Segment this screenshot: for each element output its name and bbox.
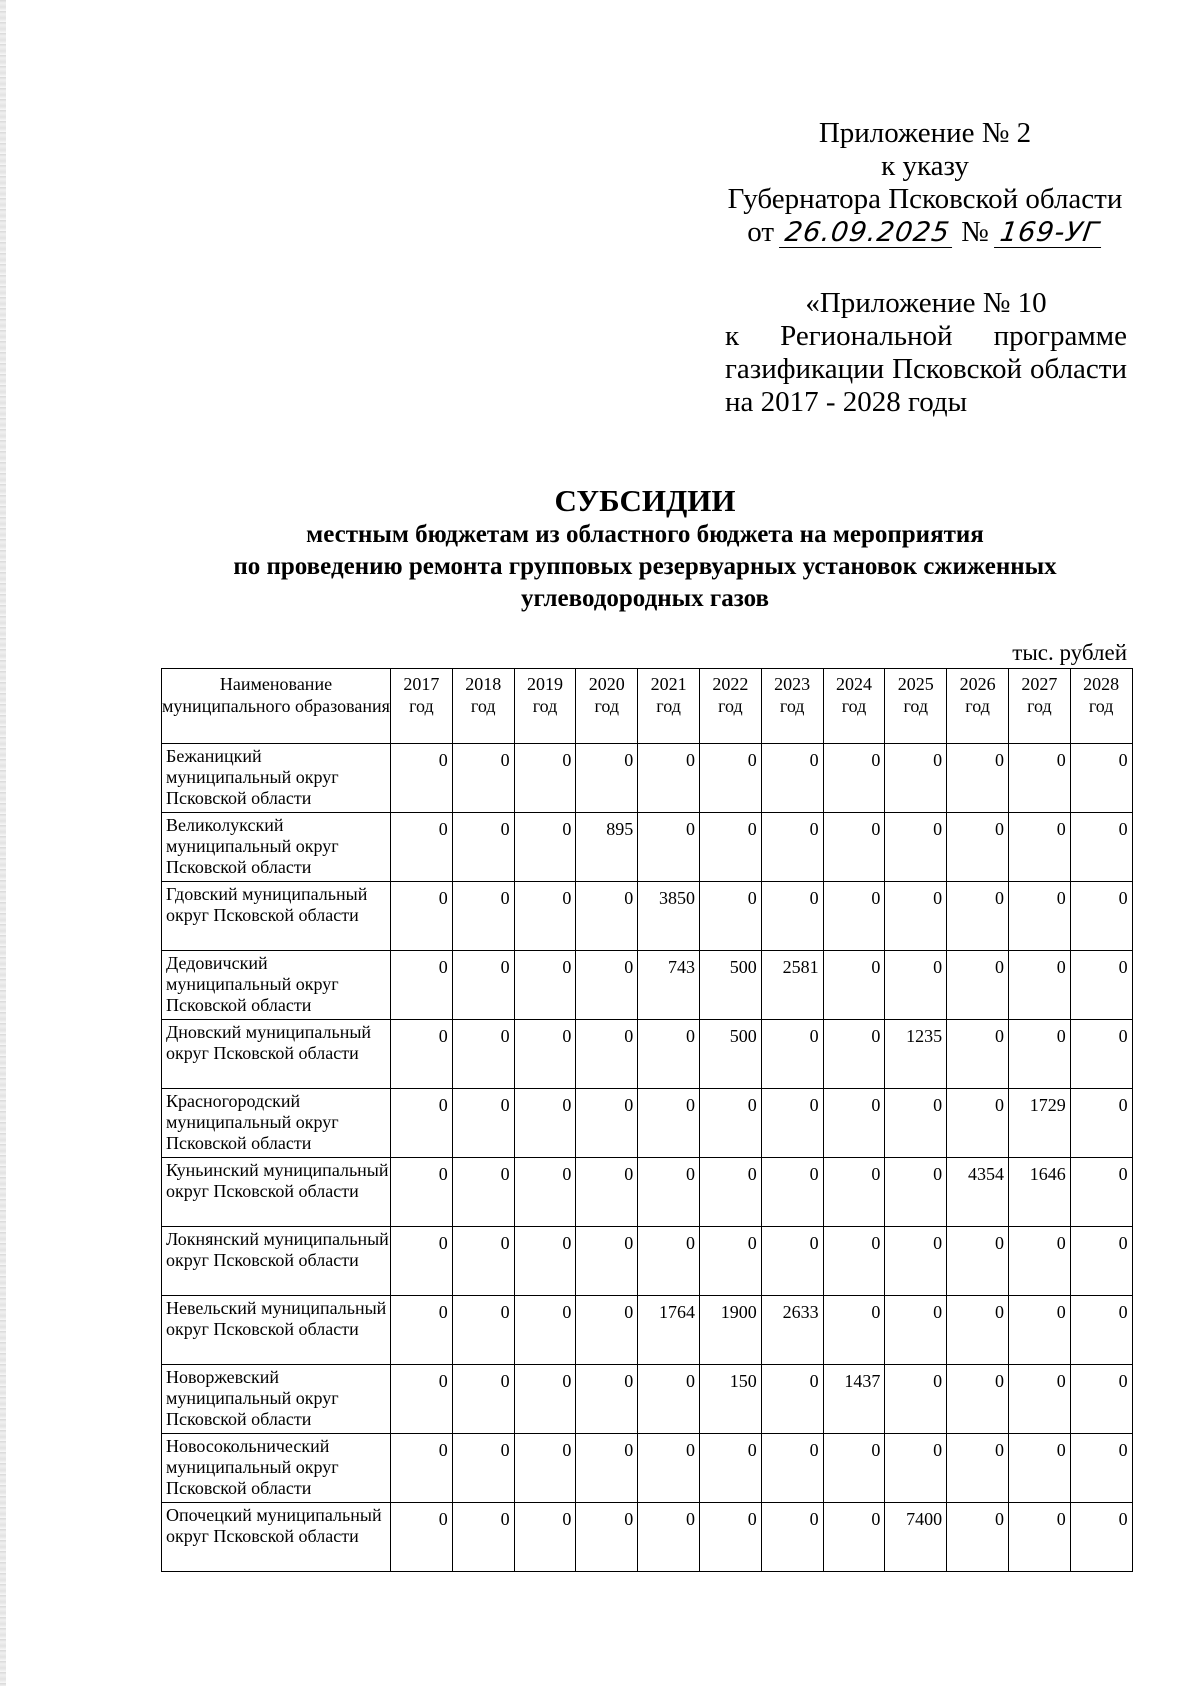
subsidy-value: 0 bbox=[947, 1503, 1009, 1572]
table-row bbox=[162, 1434, 1133, 1503]
subsidy-value: 4354 bbox=[947, 1158, 1009, 1227]
municipality-name: Куньинский муниципальный округ Псковской области bbox=[162, 1158, 391, 1227]
subsidy-value: 0 bbox=[452, 1020, 514, 1089]
subsidy-value: 0 bbox=[1070, 1158, 1132, 1227]
subsidy-value: 0 bbox=[947, 951, 1009, 1020]
handwritten-date: 26.09.2025 bbox=[779, 219, 956, 248]
subsidy-value: 0 bbox=[576, 1227, 638, 1296]
subsidy-value: 0 bbox=[947, 1365, 1009, 1434]
table-row bbox=[162, 882, 1133, 951]
subsidy-value: 0 bbox=[514, 1158, 576, 1227]
ref-line-4: на 2017 - 2028 годы bbox=[725, 386, 968, 418]
table-row bbox=[162, 1089, 1133, 1158]
subsidy-value: 0 bbox=[452, 1227, 514, 1296]
subsidy-value: 0 bbox=[885, 1296, 947, 1365]
municipality-name: Великолукский муниципальный округ Псковской области bbox=[162, 813, 391, 882]
municipality-name: Новоржевский муниципальный округ Псковской области bbox=[162, 1365, 391, 1434]
subsidy-value: 0 bbox=[576, 951, 638, 1020]
title-sub-3: углеводородных газов bbox=[520, 585, 770, 612]
municipality-name: Невельский муниципальный округ Псковской области bbox=[162, 1296, 391, 1365]
subsidy-value: 0 bbox=[391, 1227, 453, 1296]
subsidy-value: 7400 bbox=[885, 1503, 947, 1572]
appendix-header bbox=[725, 117, 1125, 249]
subsidy-value: 0 bbox=[761, 744, 823, 813]
decree-date-number bbox=[725, 216, 1125, 249]
table-row bbox=[162, 1020, 1133, 1089]
header-year: 2017 год bbox=[391, 669, 453, 744]
subsidy-value: 0 bbox=[576, 1158, 638, 1227]
header-year: 2025 год bbox=[885, 669, 947, 744]
ref-line-2-word: к bbox=[725, 320, 740, 352]
subsidy-value: 0 bbox=[514, 1020, 576, 1089]
subsidy-value: 0 bbox=[638, 813, 700, 882]
subsidy-value: 0 bbox=[452, 951, 514, 1020]
subsidy-value: 0 bbox=[1070, 1227, 1132, 1296]
subsidy-value: 0 bbox=[514, 1227, 576, 1296]
municipality-name: Опочецкий муниципальный округ Псковской области bbox=[162, 1503, 391, 1572]
subsidy-value: 0 bbox=[823, 1020, 885, 1089]
table-row bbox=[162, 1296, 1133, 1365]
ref-line-2-word: Региональной bbox=[780, 320, 953, 352]
table-row bbox=[162, 1158, 1133, 1227]
subsidy-value: 500 bbox=[699, 951, 761, 1020]
subsidy-value: 0 bbox=[947, 744, 1009, 813]
subsidy-value: 0 bbox=[699, 1158, 761, 1227]
subsidy-value: 0 bbox=[391, 1020, 453, 1089]
subsidy-value: 0 bbox=[391, 1434, 453, 1503]
municipality-name: Красногородский муниципальный округ Псковской области bbox=[162, 1089, 391, 1158]
subsidy-value: 150 bbox=[699, 1365, 761, 1434]
subsidy-value: 0 bbox=[1070, 744, 1132, 813]
ref-line-2 bbox=[725, 320, 1127, 353]
subsidy-value: 0 bbox=[1070, 1434, 1132, 1503]
subsidy-value: 0 bbox=[947, 1089, 1009, 1158]
subsidy-value: 0 bbox=[452, 882, 514, 951]
ref-line-3-word: газификации bbox=[725, 353, 885, 385]
title-sub-1: местным бюджетам из областного бюджета на мероприятия bbox=[306, 521, 984, 548]
header-year: 2020 год bbox=[576, 669, 638, 744]
subsidy-value: 0 bbox=[1070, 1089, 1132, 1158]
subsidy-value: 0 bbox=[1008, 951, 1070, 1020]
subsidy-value: 0 bbox=[947, 882, 1009, 951]
subsidy-value: 0 bbox=[514, 951, 576, 1020]
subsidy-value: 0 bbox=[823, 1158, 885, 1227]
subsidy-value: 0 bbox=[576, 1434, 638, 1503]
table-row bbox=[162, 1503, 1133, 1572]
date-prefix: от bbox=[747, 216, 774, 248]
subsidy-value: 0 bbox=[638, 1365, 700, 1434]
subsidy-value: 0 bbox=[452, 1296, 514, 1365]
subsidy-value: 0 bbox=[514, 744, 576, 813]
subsidy-value: 0 bbox=[823, 744, 885, 813]
subsidy-value: 0 bbox=[391, 813, 453, 882]
subsidy-value: 0 bbox=[391, 882, 453, 951]
subsidy-value: 0 bbox=[823, 882, 885, 951]
subsidy-value: 0 bbox=[391, 744, 453, 813]
subsidy-value: 0 bbox=[576, 1089, 638, 1158]
table-row bbox=[162, 813, 1133, 882]
ref-line-1: «Приложение № 10 bbox=[805, 287, 1047, 319]
subsidy-value: 0 bbox=[761, 1434, 823, 1503]
subsidy-value: 0 bbox=[514, 1296, 576, 1365]
header-year: 2027 год bbox=[1008, 669, 1070, 744]
subsidy-value: 0 bbox=[699, 1089, 761, 1158]
subsidy-value: 0 bbox=[947, 813, 1009, 882]
subsidy-value: 0 bbox=[391, 1296, 453, 1365]
subsidy-value: 743 bbox=[638, 951, 700, 1020]
subsidy-value: 0 bbox=[576, 1296, 638, 1365]
header-year: 2024 год bbox=[823, 669, 885, 744]
subsidy-value: 0 bbox=[1008, 813, 1070, 882]
subsidy-value: 0 bbox=[391, 1503, 453, 1572]
ref-line-3-word: области bbox=[1030, 353, 1127, 385]
subsidy-value: 0 bbox=[638, 1020, 700, 1089]
subsidy-value: 0 bbox=[514, 1365, 576, 1434]
subsidy-value: 0 bbox=[1070, 813, 1132, 882]
subsidy-value: 0 bbox=[947, 1296, 1009, 1365]
subsidy-value: 0 bbox=[1070, 1296, 1132, 1365]
municipality-name: Новосокольнический муниципальный округ Псковской области bbox=[162, 1434, 391, 1503]
subsidy-value: 1437 bbox=[823, 1365, 885, 1434]
table-row bbox=[162, 951, 1133, 1020]
table-body bbox=[162, 744, 1133, 1572]
subsidy-value: 0 bbox=[761, 1020, 823, 1089]
subsidy-value: 0 bbox=[1070, 951, 1132, 1020]
handwritten-number: 169-УГ bbox=[994, 219, 1105, 248]
appendix-number: Приложение № 2 bbox=[818, 117, 1032, 149]
subsidy-value: 0 bbox=[885, 1089, 947, 1158]
subsidy-value: 0 bbox=[576, 744, 638, 813]
subsidy-value: 0 bbox=[514, 1503, 576, 1572]
subsidy-value: 0 bbox=[885, 1365, 947, 1434]
header-year: 2026 год bbox=[947, 669, 1009, 744]
subsidy-value: 2633 bbox=[761, 1296, 823, 1365]
header-year: 2022 год bbox=[699, 669, 761, 744]
header-municipality: Наименование муниципального образования bbox=[162, 669, 391, 744]
subsidy-value: 0 bbox=[947, 1227, 1009, 1296]
subsidy-value: 0 bbox=[1008, 1503, 1070, 1572]
subsidy-value: 0 bbox=[947, 1434, 1009, 1503]
subsidy-value: 0 bbox=[638, 1227, 700, 1296]
subsidy-value: 3850 bbox=[638, 882, 700, 951]
subsidy-value: 0 bbox=[761, 1503, 823, 1572]
subsidy-value: 0 bbox=[761, 813, 823, 882]
subsidy-value: 0 bbox=[576, 882, 638, 951]
subsidy-value: 1900 bbox=[699, 1296, 761, 1365]
municipality-name: Гдовский муниципальный округ Псковской области bbox=[162, 882, 391, 951]
subsidy-value: 0 bbox=[761, 1227, 823, 1296]
subsidy-value: 0 bbox=[885, 744, 947, 813]
subsidy-value: 0 bbox=[761, 1365, 823, 1434]
subsidy-value: 0 bbox=[1008, 1296, 1070, 1365]
subsidy-value: 0 bbox=[1008, 1020, 1070, 1089]
subsidy-value: 0 bbox=[761, 1089, 823, 1158]
subsidy-value: 0 bbox=[699, 744, 761, 813]
subsidy-value: 0 bbox=[699, 813, 761, 882]
subsidy-value: 0 bbox=[452, 744, 514, 813]
subsidy-value: 0 bbox=[1070, 1503, 1132, 1572]
subsidy-value: 0 bbox=[514, 882, 576, 951]
subsidy-value: 0 bbox=[1070, 1020, 1132, 1089]
municipality-name: Дновский муниципальный округ Псковской области bbox=[162, 1020, 391, 1089]
header-year: 2023 год bbox=[761, 669, 823, 744]
subsidy-value: 0 bbox=[391, 951, 453, 1020]
subsidy-value: 0 bbox=[452, 1158, 514, 1227]
subsidy-value: 0 bbox=[761, 1158, 823, 1227]
title-sub-2: по проведению ремонта групповых резервуарных установок сжиженных bbox=[233, 553, 1057, 580]
subsidy-value: 0 bbox=[885, 1227, 947, 1296]
subsidy-value: 500 bbox=[699, 1020, 761, 1089]
table-row bbox=[162, 744, 1133, 813]
subsidy-value: 0 bbox=[514, 1089, 576, 1158]
subsidy-value: 1729 bbox=[1008, 1089, 1070, 1158]
subsidy-value: 0 bbox=[823, 951, 885, 1020]
table-header-row bbox=[162, 669, 1133, 744]
subsidy-value: 0 bbox=[452, 1365, 514, 1434]
municipality-name: Дедовичский муниципальный округ Псковской области bbox=[162, 951, 391, 1020]
subsidy-value: 0 bbox=[699, 1503, 761, 1572]
subsidy-value: 0 bbox=[391, 1158, 453, 1227]
subsidy-value: 0 bbox=[823, 1089, 885, 1158]
subsidy-value: 0 bbox=[452, 1434, 514, 1503]
appendix-to-decree: к указу bbox=[881, 150, 969, 182]
subsidy-value: 1235 bbox=[885, 1020, 947, 1089]
header-year: 2018 год bbox=[452, 669, 514, 744]
number-sign: № bbox=[961, 216, 989, 248]
title-main: СУБСИДИИ bbox=[554, 483, 736, 518]
subsidy-value: 0 bbox=[699, 882, 761, 951]
subsidy-value: 0 bbox=[885, 951, 947, 1020]
document-title bbox=[150, 483, 1140, 615]
subsidy-value: 0 bbox=[391, 1365, 453, 1434]
subsidy-value: 0 bbox=[1008, 744, 1070, 813]
subsidy-value: 0 bbox=[452, 1503, 514, 1572]
unit-label: тыс. рублей bbox=[1012, 640, 1127, 665]
subsidy-value: 0 bbox=[1008, 1365, 1070, 1434]
appendix-reference bbox=[725, 287, 1127, 419]
subsidy-value: 0 bbox=[1070, 1365, 1132, 1434]
ref-line-3 bbox=[725, 353, 1127, 386]
subsidy-value: 0 bbox=[885, 1434, 947, 1503]
subsidy-value: 0 bbox=[576, 1503, 638, 1572]
subsidy-value: 2581 bbox=[761, 951, 823, 1020]
subsidy-value: 0 bbox=[638, 744, 700, 813]
subsidy-value: 1764 bbox=[638, 1296, 700, 1365]
municipality-name: Бежаницкий муниципальный округ Псковской области bbox=[162, 744, 391, 813]
subsidy-value: 0 bbox=[576, 1365, 638, 1434]
subsidy-value: 0 bbox=[885, 1158, 947, 1227]
subsidy-value: 0 bbox=[452, 813, 514, 882]
subsidy-value: 0 bbox=[823, 813, 885, 882]
appendix-governor: Губернатора Псковской области bbox=[727, 183, 1123, 215]
municipality-name: Локнянский муниципальный округ Псковской области bbox=[162, 1227, 391, 1296]
subsidy-value: 0 bbox=[823, 1227, 885, 1296]
subsidy-value: 895 bbox=[576, 813, 638, 882]
subsidy-value: 0 bbox=[638, 1503, 700, 1572]
table-row bbox=[162, 1365, 1133, 1434]
header-year: 2021 год bbox=[638, 669, 700, 744]
subsidy-value: 0 bbox=[823, 1434, 885, 1503]
subsidy-value: 0 bbox=[699, 1434, 761, 1503]
subsidy-value: 0 bbox=[699, 1227, 761, 1296]
subsidies-table bbox=[161, 668, 1133, 1572]
subsidy-value: 0 bbox=[1008, 882, 1070, 951]
subsidy-value: 0 bbox=[1070, 882, 1132, 951]
subsidy-value: 0 bbox=[823, 1296, 885, 1365]
subsidy-value: 0 bbox=[452, 1089, 514, 1158]
subsidy-value: 0 bbox=[391, 1089, 453, 1158]
ref-line-3-word: Псковской bbox=[892, 353, 1023, 385]
subsidy-value: 0 bbox=[823, 1503, 885, 1572]
subsidy-value: 0 bbox=[514, 1434, 576, 1503]
table-row bbox=[162, 1227, 1133, 1296]
subsidy-value: 0 bbox=[885, 813, 947, 882]
subsidy-value: 0 bbox=[638, 1158, 700, 1227]
subsidy-value: 0 bbox=[885, 882, 947, 951]
subsidy-value: 0 bbox=[947, 1020, 1009, 1089]
subsidy-value: 0 bbox=[1008, 1434, 1070, 1503]
header-year: 2028 год bbox=[1070, 669, 1132, 744]
scan-edge bbox=[0, 0, 6, 1686]
subsidy-value: 0 bbox=[638, 1434, 700, 1503]
subsidy-value: 0 bbox=[1008, 1227, 1070, 1296]
subsidy-value: 0 bbox=[576, 1020, 638, 1089]
ref-line-2-word: программе bbox=[993, 320, 1127, 352]
subsidy-value: 0 bbox=[514, 813, 576, 882]
subsidy-value: 0 bbox=[761, 882, 823, 951]
header-year: 2019 год bbox=[514, 669, 576, 744]
subsidy-value: 1646 bbox=[1008, 1158, 1070, 1227]
subsidy-value: 0 bbox=[638, 1089, 700, 1158]
